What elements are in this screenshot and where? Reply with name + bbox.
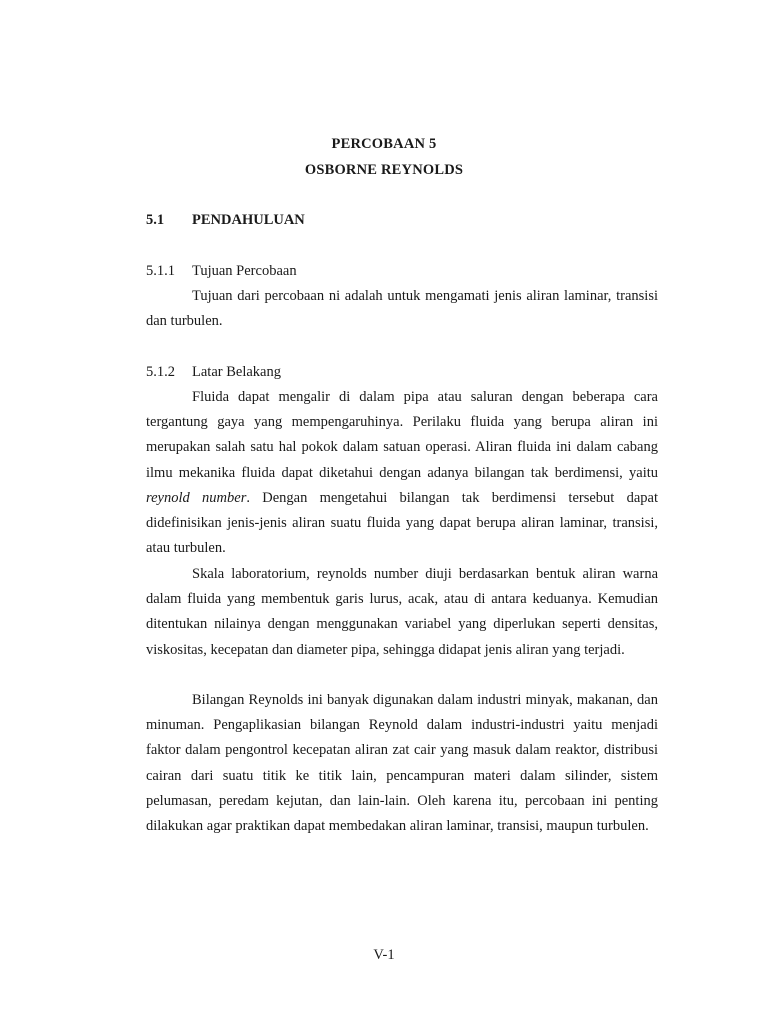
- subsection-heading-latar-belakang: [146, 364, 281, 381]
- chapter-title: PERCOBAAN 5: [331, 136, 437, 152]
- paragraph-latar-belakang-3: Bilangan Reynolds ini banyak digunakan dalam industri minyak, makanan, dan minuman. Pengaplikasian bilangan Reynold dalam industri-industri yaitu menjadi faktor dalam pengontrol kecepatan aliran zat cair yang masuk dalam reaktor, distribusi cairan dari suatu titik ke titik lain, pencampuran materi dalam silinder, sistem pelumasan, peredam kejutan, dan lain-lain. Oleh karena itu, percobaan ini penting dilakukan agar praktikan dapat membedakan aliran laminar, transisi, maupun turbulen.: [146, 692, 658, 835]
- subsection-title: Tujuan Percobaan: [192, 263, 297, 279]
- paragraph-text: Fluida dapat mengalir di dalam pipa atau saluran dengan beberapa cara tergantung gaya yang mempengaruhinya. Perilaku fluida yang berupa aliran ini merupakan salah satu hal pokok dalam satuan operasi. Aliran fluida ini dalam cabang ilmu mekanika fluida dapat diketahui dengan adanya bilangan tak berdimensi, yaitu: [146, 389, 658, 481]
- page-number: V-1: [373, 947, 395, 963]
- section-heading: [146, 212, 305, 229]
- paragraph-text: . Dengan mengetahui bilangan tak berdimensi tersebut dapat didefinisikan jenis-jenis aliran suatu fluida yang dapat berupa aliran laminar, transisi, atau turbulen.: [146, 489, 659, 557]
- subsection-heading-tujuan: [146, 263, 297, 280]
- subsection-number: 5.1.1: [146, 263, 175, 279]
- italic-term: reynold number: [146, 489, 247, 506]
- chapter-subtitle: OSBORNE REYNOLDS: [304, 162, 464, 178]
- subsection-number: 5.1.2: [146, 364, 175, 380]
- subsection-title: Latar Belakang: [192, 364, 281, 380]
- section-number: 5.1: [146, 212, 165, 228]
- paragraph-tujuan: Tujuan dari percobaan ni adalah untuk mengamati jenis aliran laminar, transisi dan turbulen.: [146, 288, 658, 330]
- paragraph-latar-belakang-1: [146, 385, 658, 561]
- section-title: PENDAHULUAN: [192, 212, 305, 228]
- paragraph-latar-belakang-2: Skala laboratorium, reynolds number diuji berdasarkan bentuk aliran warna dalam fluida yang membentuk garis lurus, acak, atau di antara keduanya. Kemudian ditentukan nilainya dengan menggunakan variabel yang diperlukan seperti densitas, viskositas, kecepatan dan diameter pipa, sehingga didapat jenis aliran yang terjadi.: [146, 566, 658, 658]
